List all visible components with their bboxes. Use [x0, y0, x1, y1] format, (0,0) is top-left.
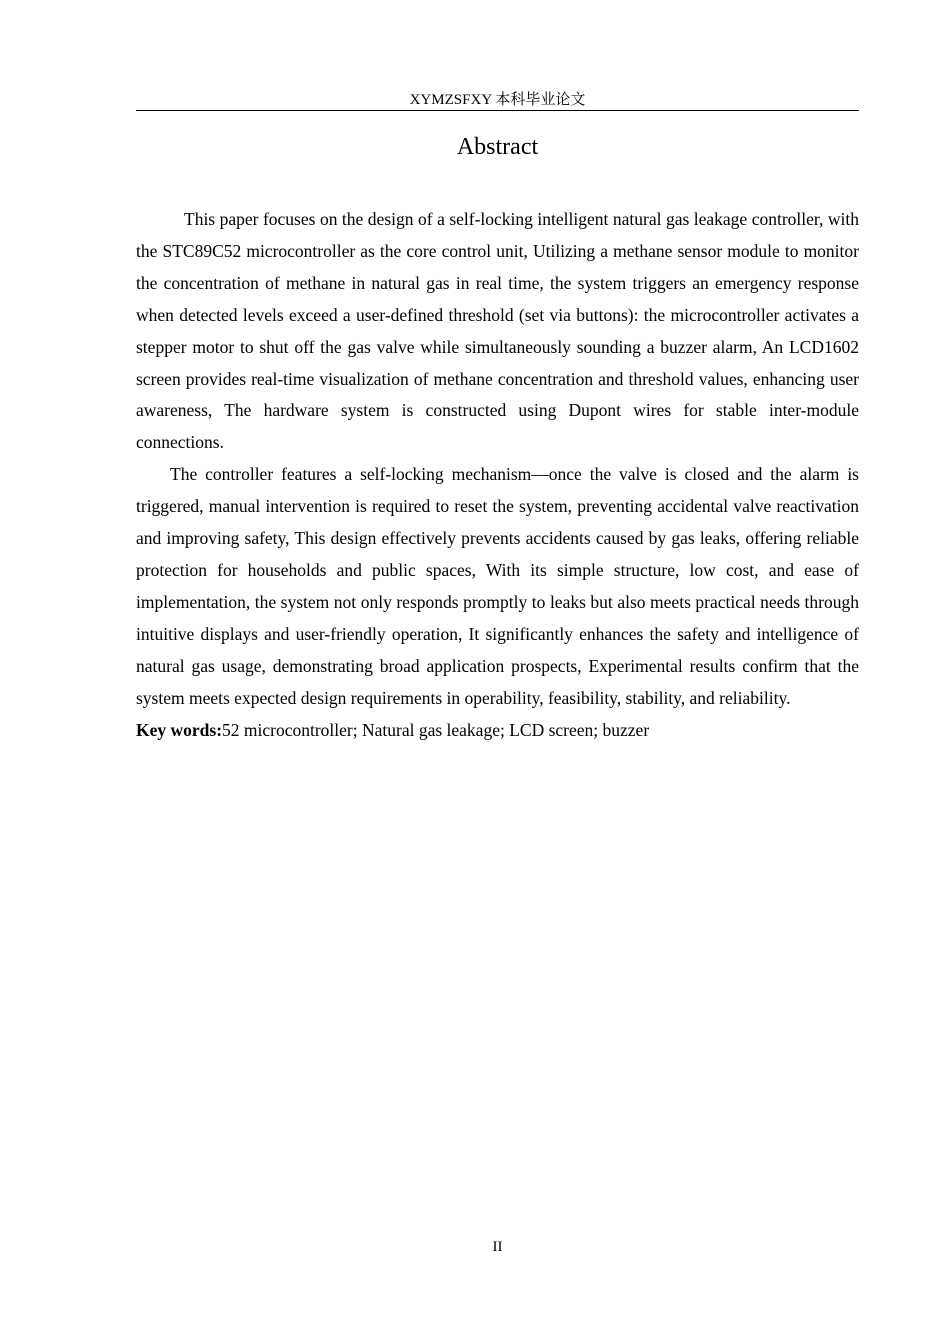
- abstract-paragraph-1: This paper focuses on the design of a self-locking intelligent natural gas leakage controller, with the STC89C52 microcontroller as the core control unit, Utilizing a methane sensor module to monitor the concentration of methane in natural gas in real time, the system triggers an emergency response when detected levels exceed a user-defined threshold (set via buttons): the microcontroller activates a stepper motor to shut off the gas valve while simultaneously sounding a buzzer alarm, An LCD1602 screen provides real-time visualization of methane concentration and threshold values, enhancing user awareness, The hardware system is constructed using Dupont wires for stable inter-module connections.: [136, 209, 859, 453]
- keywords-value: 52 microcontroller; Natural gas leakage; LCD screen; buzzer: [222, 719, 650, 740]
- abstract-title: Abstract: [456, 134, 539, 160]
- abstract-paragraph-2: The controller features a self-locking mechanism—once the valve is closed and the alarm is triggered, manual intervention is required to reset the system, preventing accidental valve reactivation and improving safety, This design effectively prevents accidents caused by gas leaks, offering reliable protection for households and public spaces, With its simple structure, low cost, and ease of implementation, the system not only responds promptly to leaks but also meets practical needs through intuitive displays and user-friendly operation, It significantly enhances the safety and intelligence of natural gas usage, demonstrating broad application prospects, Experimental results confirm that the system meets expected design requirements in operability, feasibility, stability, and reliability.: [136, 464, 859, 708]
- abstract-body: [136, 204, 859, 746]
- keywords-line: [136, 715, 859, 747]
- page-number: II: [492, 1239, 503, 1255]
- header-rule: [136, 110, 859, 111]
- running-header: XYMZSFXY 本科毕业论文: [409, 92, 586, 108]
- keywords-label: Key words:: [136, 719, 223, 740]
